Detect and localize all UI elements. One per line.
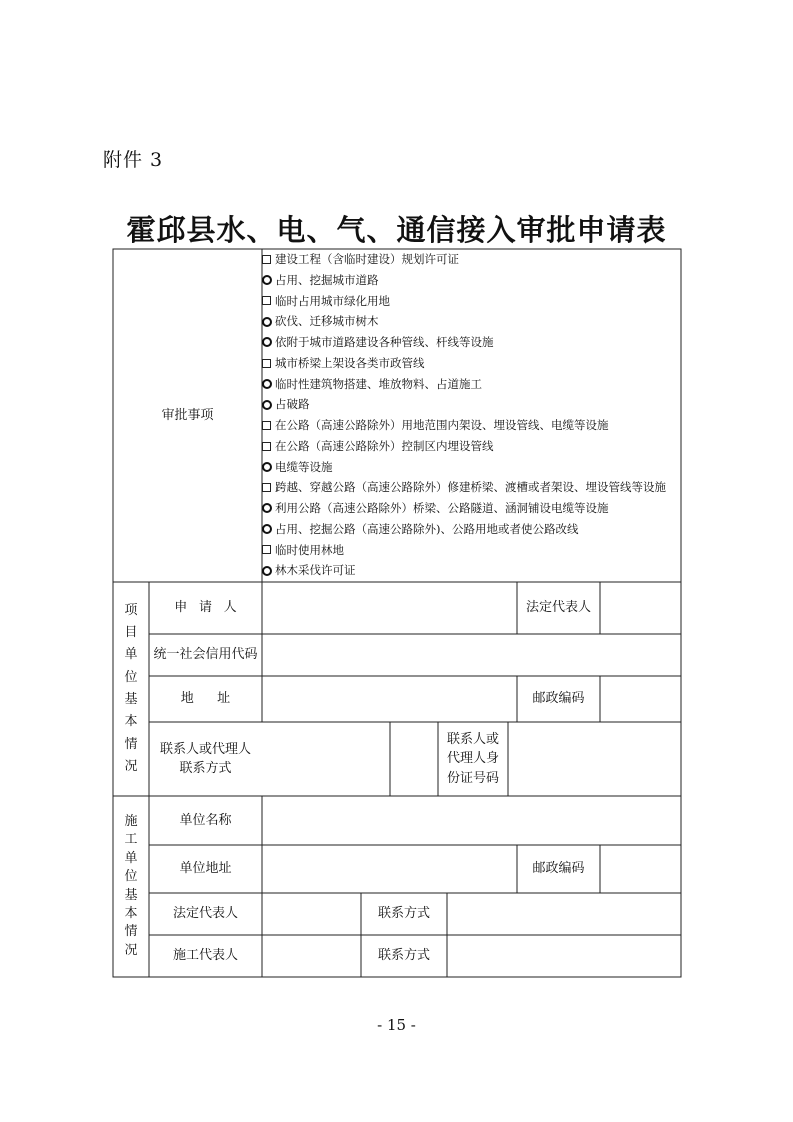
approval-item[interactable] xyxy=(262,540,682,561)
contact-label-line2: 联系方式 xyxy=(179,761,232,776)
applicant-field[interactable] xyxy=(262,582,517,634)
legal-rep-label: 法定代表人 xyxy=(525,600,591,616)
unit-address-label: 单位地址 xyxy=(179,861,232,877)
checkbox-icon[interactable] xyxy=(262,545,271,554)
bullet-circle-icon xyxy=(262,462,272,472)
credit-code-field[interactable] xyxy=(262,634,681,676)
site-rep-field[interactable] xyxy=(262,935,361,977)
approval-item[interactable] xyxy=(262,394,682,415)
approval-item[interactable] xyxy=(262,477,682,498)
unit-legal-rep-field[interactable] xyxy=(262,893,361,935)
unit-name-field[interactable] xyxy=(262,796,681,845)
page-number: - 15 - xyxy=(377,1016,416,1034)
bullet-circle-icon xyxy=(262,275,272,285)
section-label-char: 情 xyxy=(124,736,138,752)
bullet-circle-icon xyxy=(262,317,272,327)
checkbox-icon[interactable] xyxy=(262,421,271,430)
unit-postcode-label: 邮政编码 xyxy=(532,861,585,877)
bullet-circle-icon xyxy=(262,337,272,347)
approval-item-text: 城市桥梁上架设各类市政管线 xyxy=(275,355,425,370)
postcode-field[interactable] xyxy=(600,676,681,722)
section-label-char: 基 xyxy=(124,887,138,903)
approval-item[interactable] xyxy=(262,415,682,436)
approval-item-text: 建设工程（含临时建设）规划许可证 xyxy=(275,252,459,266)
approval-item-text: 在公路（高速公路除外）用地范围内架设、埋设管线、电缆等设施 xyxy=(275,418,609,432)
approval-item-text: 临时占用城市绿化用地 xyxy=(275,293,390,308)
section-label-char: 施 xyxy=(124,813,138,829)
checkbox-icon[interactable] xyxy=(262,296,271,305)
bullet-circle-icon xyxy=(262,400,272,410)
section-label-char: 情 xyxy=(124,924,138,940)
applicant-label: 申请人 xyxy=(174,600,249,616)
approval-item-text: 占用、挖掘公路（高速公路除外)、公路用地或者使公路改线 xyxy=(275,521,579,536)
bullet-circle-icon xyxy=(262,566,272,576)
legal-rep-field[interactable] xyxy=(600,582,681,634)
approval-item-text: 砍伐、迁移城市树木 xyxy=(275,314,379,329)
site-contact-label: 联系方式 xyxy=(377,948,430,964)
approval-item-text: 林木采伐许可证 xyxy=(275,563,356,578)
unit-legal-contact-label: 联系方式 xyxy=(377,906,430,922)
approval-items-label: 审批事项 xyxy=(161,407,214,423)
section-label-char: 位 xyxy=(124,869,138,885)
address-field[interactable] xyxy=(262,676,517,722)
section-label-char: 况 xyxy=(124,759,138,775)
approval-item[interactable] xyxy=(262,311,682,332)
project-unit-section-label xyxy=(113,582,149,796)
approval-item-text: 占用、挖掘城市道路 xyxy=(275,272,379,287)
approval-item-text: 在公路（高速公路除外）控制区内埋设管线 xyxy=(275,438,494,453)
approval-item-text: 临时性建筑物搭建、堆放物料、占道施工 xyxy=(275,376,482,391)
section-label-char: 况 xyxy=(124,942,138,958)
id-label-line3: 份证号码 xyxy=(446,770,499,786)
unit-name-label: 单位名称 xyxy=(179,812,232,828)
site-rep-label: 施工代表人 xyxy=(172,948,238,964)
approval-item[interactable] xyxy=(262,249,682,270)
section-label-char: 单 xyxy=(124,850,138,866)
approval-item[interactable] xyxy=(262,436,682,457)
site-contact-field[interactable] xyxy=(447,935,681,977)
unit-legal-contact-field[interactable] xyxy=(447,893,681,935)
checkbox-icon[interactable] xyxy=(262,359,271,368)
id-label-line1: 联系人或 xyxy=(446,731,499,747)
unit-legal-rep-label: 法定代表人 xyxy=(172,906,238,922)
section-label-char: 基 xyxy=(124,692,138,707)
credit-code-label: 统一社会信用代码 xyxy=(153,647,258,663)
unit-address-field[interactable] xyxy=(262,845,517,893)
attachment-label: 附件 3 xyxy=(103,149,164,171)
approval-item-text: 依附于城市道路建设各种管线、杆线等设施 xyxy=(275,335,494,349)
approval-item[interactable] xyxy=(262,353,682,374)
approval-item[interactable] xyxy=(262,291,682,312)
checkbox-icon[interactable] xyxy=(262,442,271,451)
approval-item-text: 电缆等设施 xyxy=(275,459,333,474)
id-number-label xyxy=(438,722,508,796)
section-label-char: 目 xyxy=(124,624,138,640)
approval-item[interactable] xyxy=(262,560,682,581)
bullet-circle-icon xyxy=(262,503,272,513)
bullet-circle-icon xyxy=(262,524,272,534)
approval-item[interactable] xyxy=(262,498,682,519)
approval-item-text: 占破路 xyxy=(275,397,310,412)
checkbox-icon[interactable] xyxy=(262,255,271,264)
approval-item-text: 跨越、穿越公路（高速公路除外）修建桥梁、渡槽或者架设、埋设管线等设施 xyxy=(275,480,666,495)
approval-item[interactable] xyxy=(262,332,682,353)
section-label-char: 位 xyxy=(124,669,138,685)
construction-unit-section-label xyxy=(113,796,149,977)
id-number-field[interactable] xyxy=(508,722,681,796)
approval-item[interactable] xyxy=(262,374,682,395)
section-label-char: 单 xyxy=(124,647,138,663)
approval-item-text: 临时使用林地 xyxy=(275,542,344,557)
approval-items-list xyxy=(262,249,682,581)
id-label-line2: 代理人身 xyxy=(446,751,499,767)
approval-item[interactable] xyxy=(262,270,682,291)
address-label: 地址 xyxy=(180,691,254,707)
section-label-char: 本 xyxy=(124,905,138,921)
checkbox-icon[interactable] xyxy=(262,483,271,492)
approval-item[interactable] xyxy=(262,457,682,478)
postcode-label: 邮政编码 xyxy=(532,691,585,707)
contact-field-extra[interactable] xyxy=(390,722,438,796)
contact-label-line1: 联系人或代理人 xyxy=(159,741,251,757)
approval-item[interactable] xyxy=(262,519,682,540)
form-title: 霍邱县水、电、气、通信接入审批申请表 xyxy=(126,213,667,247)
approval-item-text: 利用公路（高速公路除外）桥梁、公路隧道、涵洞铺设电缆等设施 xyxy=(275,501,609,515)
contact-label xyxy=(149,722,262,796)
contact-field[interactable] xyxy=(262,722,390,796)
unit-postcode-field[interactable] xyxy=(600,845,681,893)
bullet-circle-icon xyxy=(262,379,272,389)
section-label-char: 项 xyxy=(124,602,138,618)
section-label-char: 本 xyxy=(124,714,138,730)
section-label-char: 工 xyxy=(124,832,138,848)
